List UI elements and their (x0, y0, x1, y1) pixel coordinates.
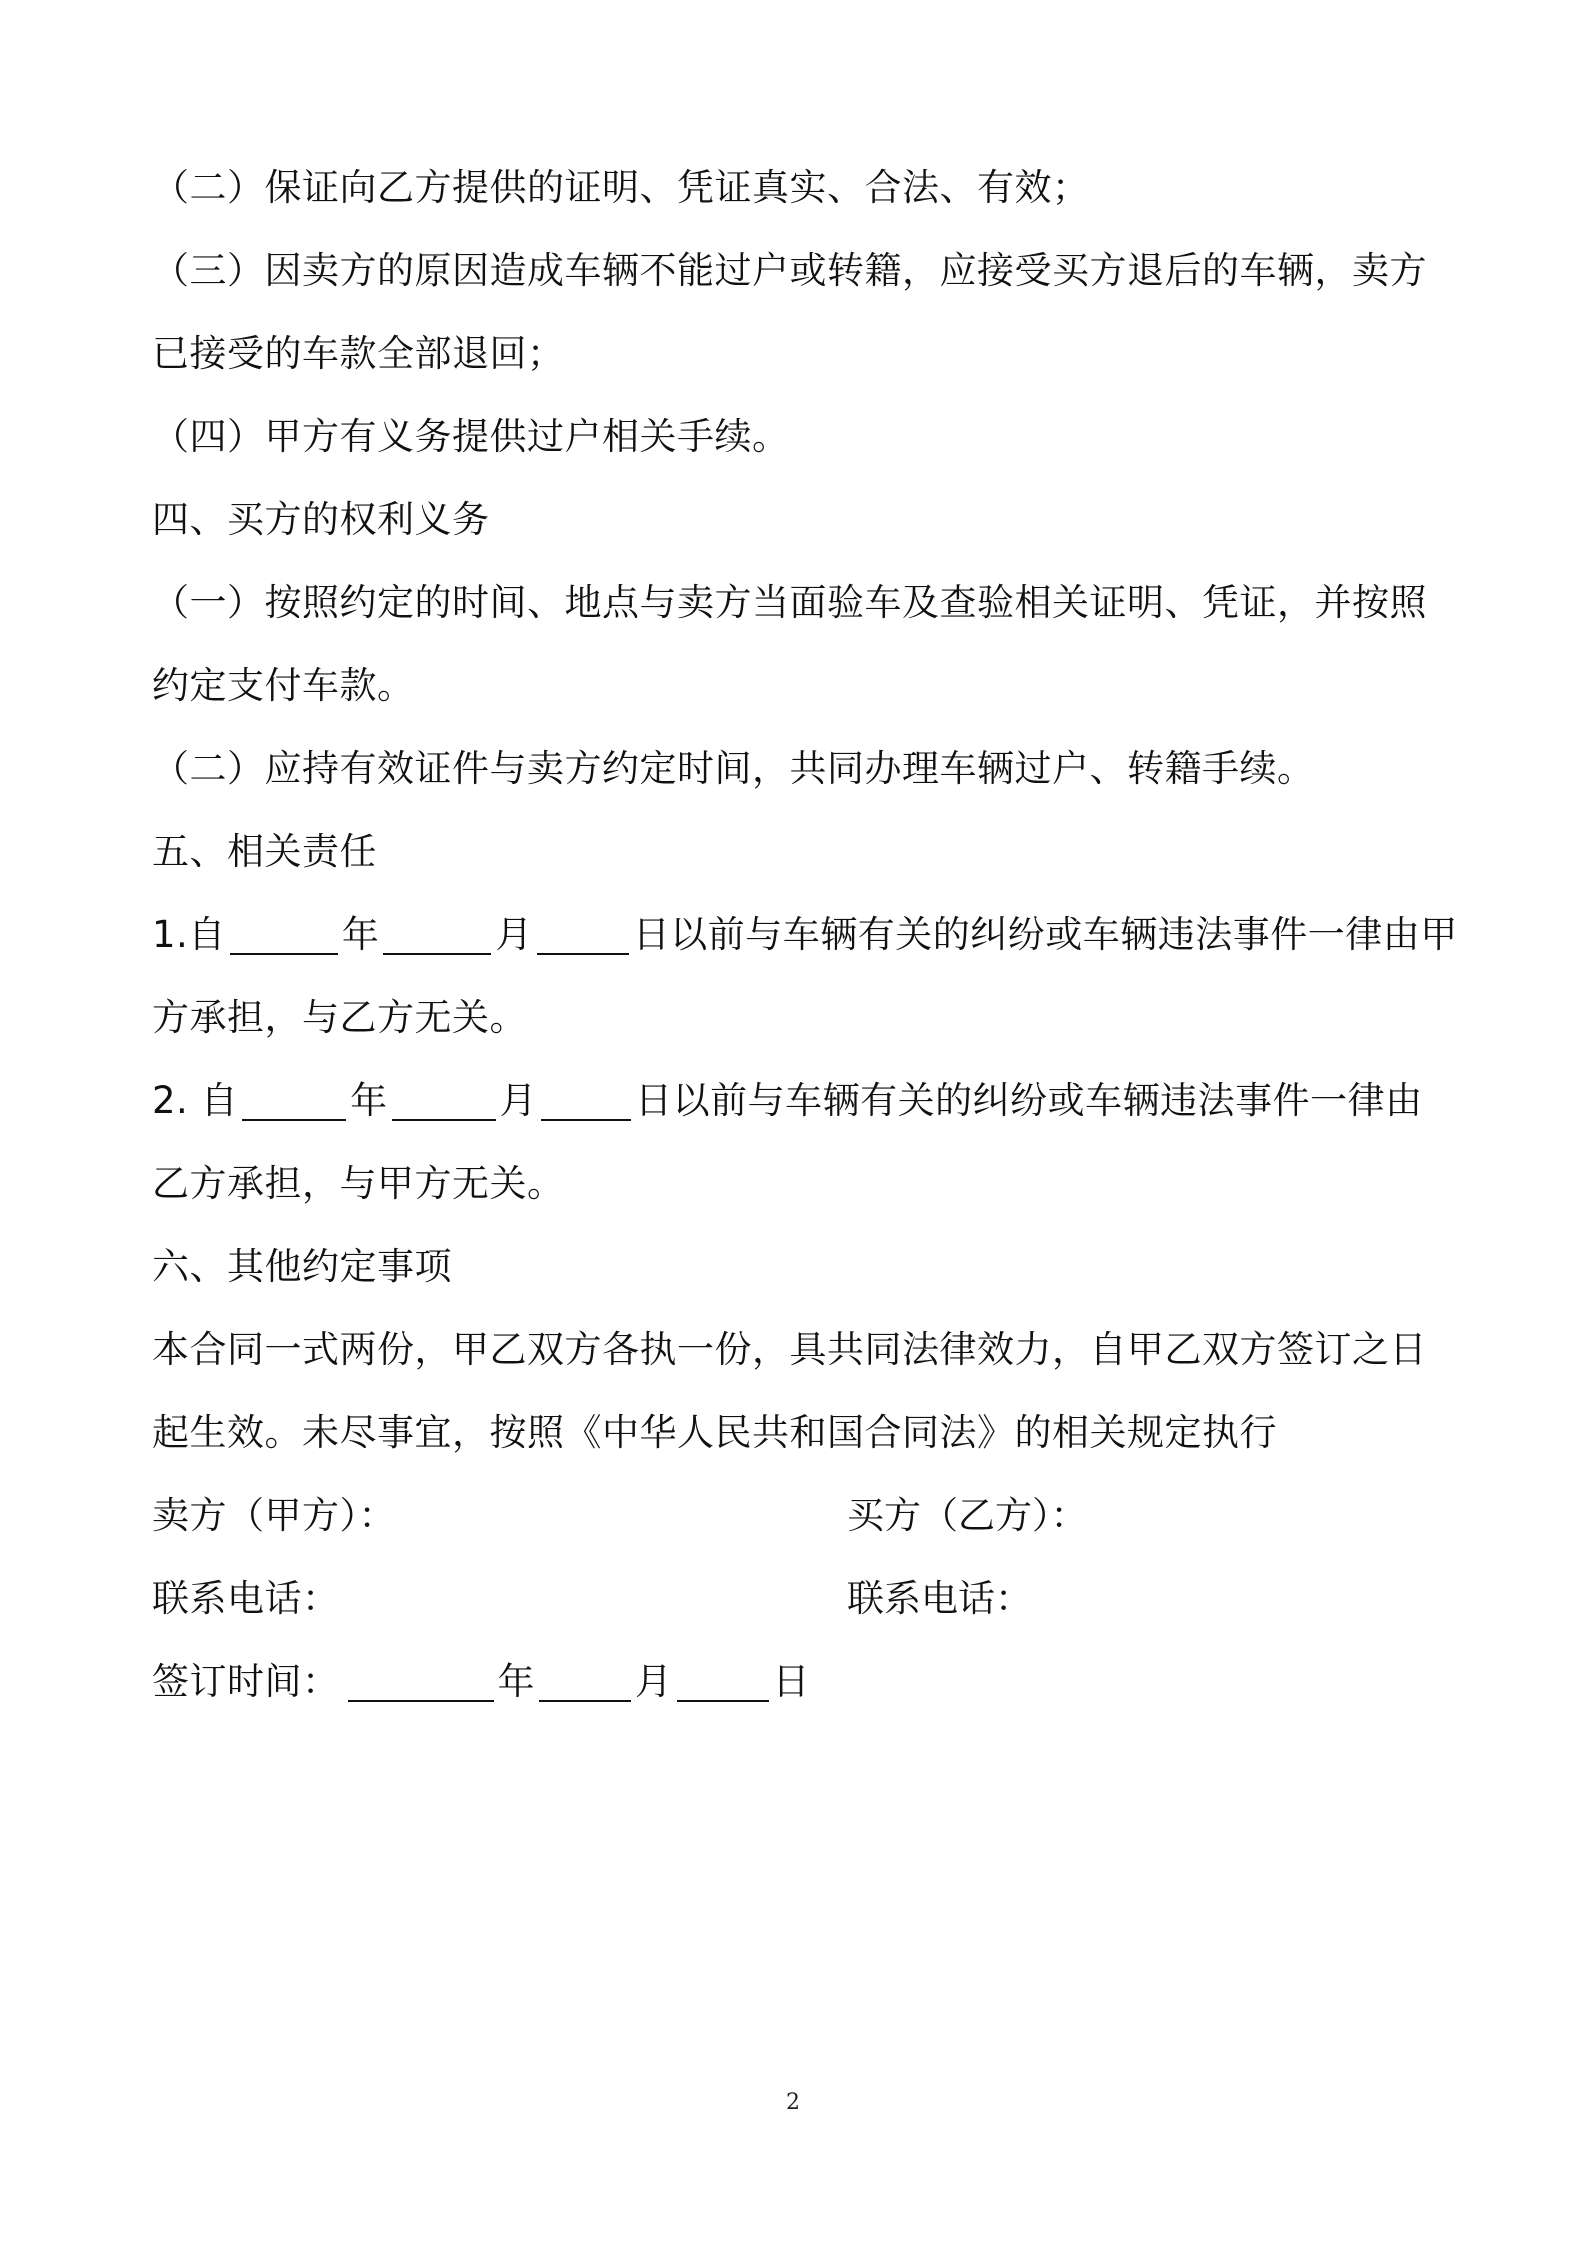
buyer-duty-item-1-line-1: （一）按照约定的时间、地点与卖方当面验车及查验相关证明、凭证，并按照 (152, 581, 1427, 624)
liability-section-heading: 五、相关责任 (152, 830, 377, 873)
clause-1-suffix: 日以前与车辆有关的纠纷或车辆违法事件一律由甲 (632, 913, 1458, 956)
clause-2-year-blank[interactable] (242, 1083, 346, 1121)
liability-clause-1-line-1 (152, 910, 1458, 960)
signing-date-label: 签订时间： (152, 1660, 340, 1703)
signing-date-row (152, 1657, 1452, 1707)
seller-phone-label: 联系电话： (152, 1577, 340, 1620)
clause-1-month-label: 月 (495, 913, 533, 956)
liability-clause-2-line-2: 乙方承担，与甲方无关。 (152, 1162, 565, 1205)
liability-clause-2-line-1 (152, 1076, 1452, 1126)
signing-month-label: 月 (635, 1660, 673, 1703)
signing-year-blank[interactable] (348, 1664, 494, 1702)
buyer-section-heading: 四、买方的权利义务 (152, 498, 490, 541)
clause-1-prefix: 1.自 (152, 913, 226, 956)
clause-2-year-label: 年 (350, 1079, 388, 1122)
other-paragraph-line-1: 本合同一式两份，甲乙双方各执一份，具共同法律效力，自甲乙双方签订之日 (152, 1328, 1427, 1371)
clause-1-day-blank[interactable] (537, 917, 629, 955)
signing-day-blank[interactable] (677, 1664, 769, 1702)
buyer-phone-label: 联系电话： (847, 1577, 1032, 1620)
clause-2-suffix: 日以前与车辆有关的纠纷或车辆违法事件一律由 (635, 1079, 1423, 1122)
clause-2-month-blank[interactable] (392, 1083, 496, 1121)
seller-signature-label: 卖方（甲方）： (152, 1494, 396, 1537)
seller-duty-item-2: （二）保证向乙方提供的证明、凭证真实、合法、有效； (152, 166, 1090, 209)
signing-month-blank[interactable] (539, 1664, 631, 1702)
clause-1-year-label: 年 (341, 913, 380, 956)
seller-duty-item-4: （四）甲方有义务提供过户相关手续。 (152, 415, 790, 458)
liability-clause-1-line-2: 方承担，与乙方无关。 (152, 996, 527, 1039)
clause-1-year-blank[interactable] (230, 917, 338, 955)
seller-duty-item-3-line-2: 已接受的车款全部退回； (152, 332, 565, 375)
other-section-heading: 六、其他约定事项 (152, 1245, 452, 1288)
page-number: 2 (786, 2090, 800, 2115)
buyer-signature-label: 买方（乙方）： (847, 1494, 1088, 1537)
clause-2-day-blank[interactable] (541, 1083, 631, 1121)
other-paragraph-line-2: 起生效。未尽事宜，按照《中华人民共和国合同法》的相关规定执行 (152, 1411, 1277, 1454)
clause-1-month-blank[interactable] (383, 917, 491, 955)
signing-year-label: 年 (497, 1660, 535, 1703)
buyer-duty-item-1-line-2: 约定支付车款。 (152, 664, 415, 707)
signing-day-label: 日 (772, 1660, 810, 1703)
clause-2-month-label: 月 (499, 1079, 538, 1122)
seller-duty-item-3-line-1: （三）因卖方的原因造成车辆不能过户或转籍，应接受买方退后的车辆，卖方 (152, 249, 1427, 292)
buyer-duty-item-2: （二）应持有效证件与卖方约定时间，共同办理车辆过户、转籍手续。 (152, 747, 1315, 790)
clause-2-prefix: 2. 自 (152, 1079, 239, 1122)
